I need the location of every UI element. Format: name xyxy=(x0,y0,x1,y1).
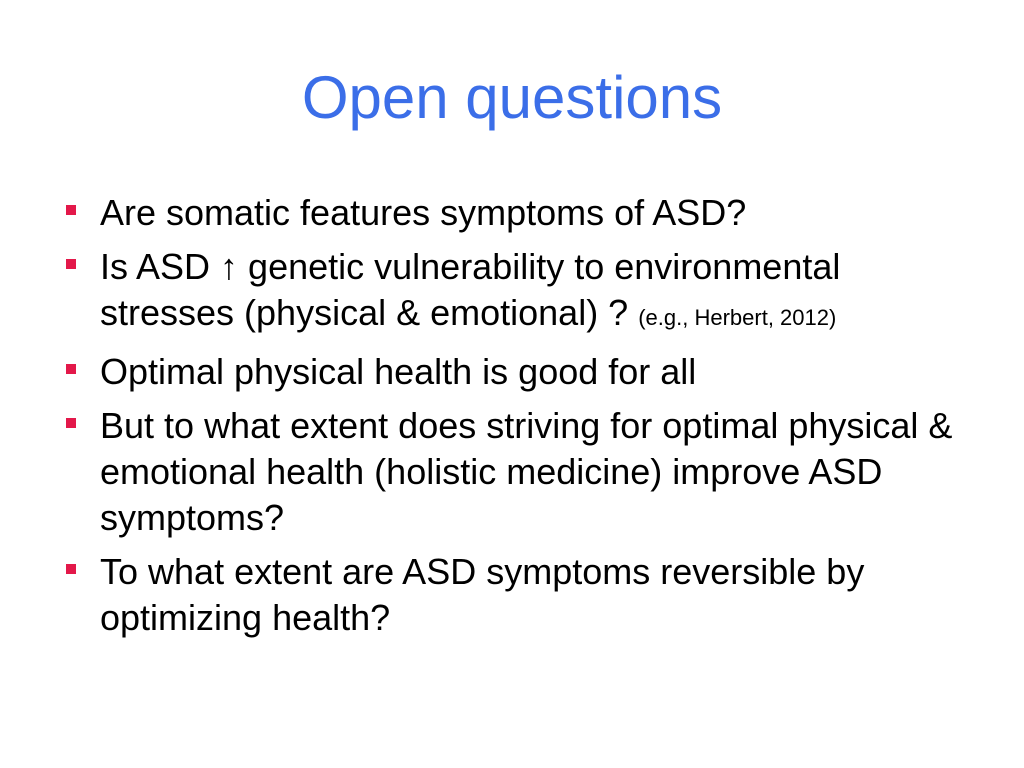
bullet-text: Optimal physical health is good for all xyxy=(100,351,697,392)
bullet-item xyxy=(100,349,980,395)
bullet-item xyxy=(100,244,980,341)
square-bullet-icon xyxy=(66,364,76,374)
square-bullet-icon xyxy=(66,259,76,269)
bullet-text: Are somatic features symptoms of ASD? xyxy=(100,192,747,233)
square-bullet-icon xyxy=(66,205,76,215)
bullet-text: But to what extent does striving for optimal physical & emotional health (holistic medicine) improve ASD symptoms? xyxy=(100,405,953,538)
citation: (e.g., Herbert, 2012) xyxy=(638,305,837,330)
bullet-item xyxy=(100,549,980,641)
bullet-text: Is ASD ↑ genetic vulnerability to environmental stresses (physical & emotional) ? xyxy=(100,246,841,333)
bullet-list xyxy=(100,190,980,649)
bullet-item xyxy=(100,190,980,236)
slide-title: Open questions xyxy=(301,64,723,131)
square-bullet-icon xyxy=(66,564,76,574)
bullet-text: To what extent are ASD symptoms reversible by optimizing health? xyxy=(100,551,865,638)
bullet-item xyxy=(100,403,980,541)
square-bullet-icon xyxy=(66,418,76,428)
